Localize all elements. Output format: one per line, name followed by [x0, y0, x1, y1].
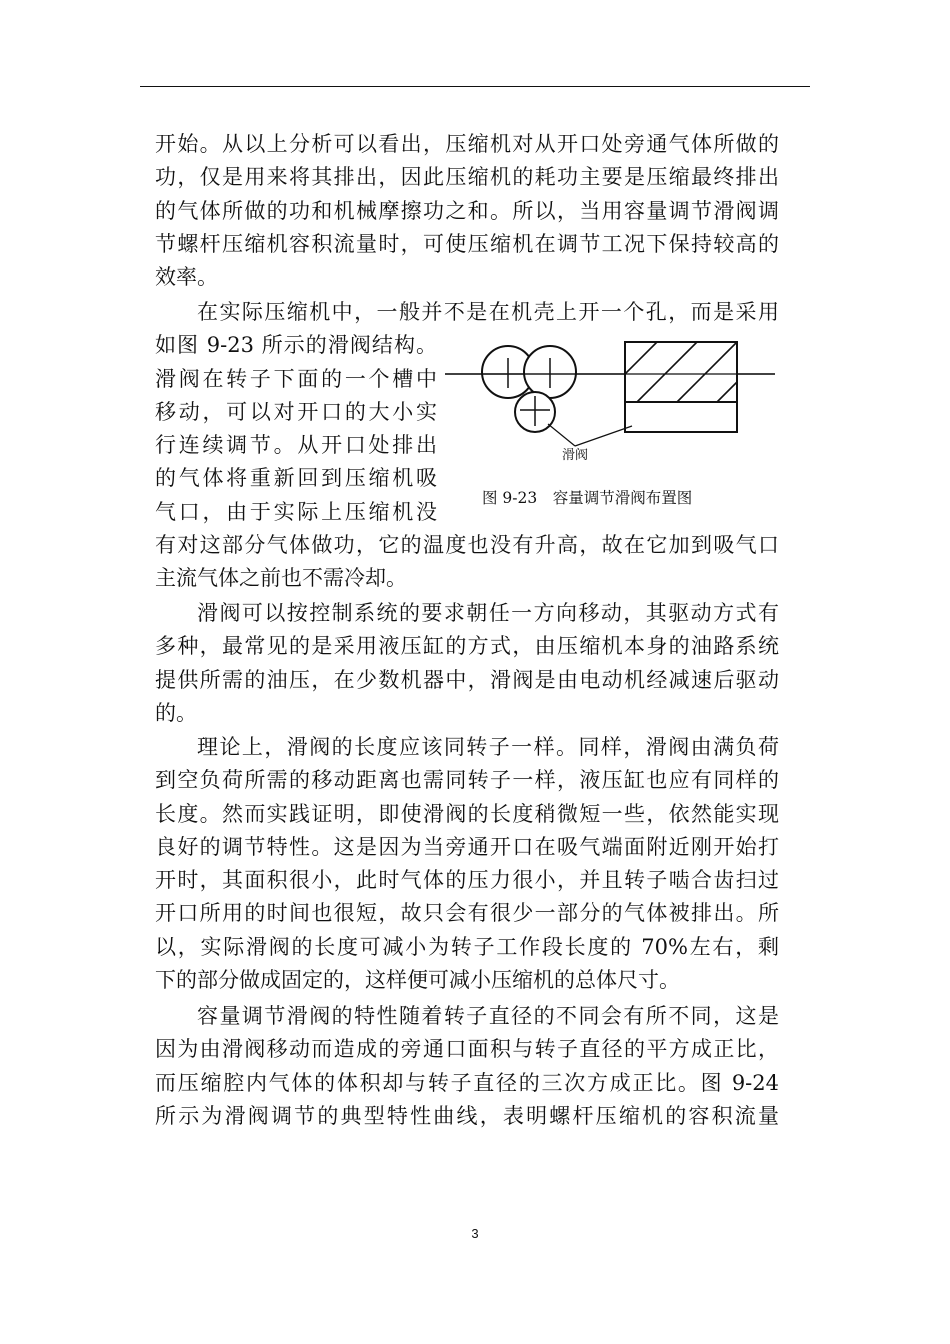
paragraph-2-wrapped-column	[155, 329, 437, 529]
text-line: 的气体将重新回到压缩机吸	[155, 466, 437, 491]
slide-valve-diagram	[440, 326, 785, 486]
text-line: 以，实际滑阀的长度可减小为转子工作段长度的 70%左右，剩	[155, 934, 779, 959]
text-line: 移动，可以对开口的大小实	[155, 399, 437, 424]
text-line: 节螺杆压缩机容积流量时，可使压缩机在调节工况下保持较高的	[155, 231, 779, 256]
text-line: 长度。然而实践证明，即使滑阀的长度稍微短一些，依然能实现	[155, 801, 779, 826]
page-number: 3	[471, 1226, 479, 1241]
text-line: 的。	[155, 700, 197, 725]
paragraph-5	[155, 1000, 779, 1133]
leader-line	[548, 424, 575, 446]
text-line: 提供所需的油压，在少数机器中，滑阀是由电动机经减速后驱动	[155, 667, 779, 692]
text-line: 开时，其面积很小，此时气体的压力很小，并且转子啮合齿扫过	[155, 868, 779, 893]
text-line: 有对这部分气体做功，它的温度也没有升高，故在它加到吸气口	[155, 533, 779, 558]
text-line: 容量调节滑阀的特性随着转子直径的不同会有所不同，这是	[197, 1004, 779, 1028]
text-line: 而压缩腔内气体的体积却与转子直径的三次方成正比。图 9-24	[155, 1070, 779, 1095]
text-line: 效率。	[155, 265, 218, 290]
text-line: 行连续调节。从开口处排出	[155, 433, 437, 458]
figure-caption: 图 9-23 容量调节滑阀布置图	[482, 489, 693, 507]
text-line: 滑阀在转子下面的一个槽中	[155, 366, 437, 391]
header-rule	[140, 86, 810, 87]
text-line: 功，仅是用来将其排出，因此压缩机的耗功主要是压缩最终排出	[155, 165, 779, 190]
text-line: 在实际压缩机中，一般并不是在机壳上开一个孔，而是采用	[197, 300, 779, 324]
text-line: 下的部分做成固定的，这样便可减小压缩机的总体尺寸。	[155, 968, 680, 993]
slide-valve-label: 滑阀	[562, 448, 589, 463]
text-line: 滑阀可以按控制系统的要求朝任一方向移动，其驱动方式有	[197, 601, 779, 625]
paragraph-3	[155, 597, 779, 730]
text-line: 主流气体之前也不需冷却。	[155, 566, 407, 591]
paragraph-1	[155, 128, 779, 294]
text-line: 因为由滑阀移动而造成的旁通口面积与转子直径的平方成正比，	[155, 1037, 779, 1062]
text-line: 良好的调节特性。这是因为当旁通开口在吸气端面附近刚开始打	[155, 834, 779, 859]
text-line: 气口，由于实际上压缩机没	[155, 499, 437, 524]
text-line: 如图 9-23 所示的滑阀结构。	[155, 333, 437, 358]
text-line: 多种，最常见的是采用液压缸的方式，由压缩机本身的油路系统	[155, 634, 779, 659]
leader-line	[575, 426, 632, 446]
text-line: 的气体所做的功和机械摩擦功之和。所以，当用容量调节滑阀调	[155, 198, 779, 223]
text-line: 所示为滑阀调节的典型特性曲线，表明螺杆压缩机的容积流量	[155, 1103, 779, 1128]
text-line: 开口所用的时间也很短，故只会有很少一部分的气体被排出。所	[155, 901, 779, 926]
paragraph-4	[155, 731, 779, 997]
figure-9-23	[440, 326, 785, 516]
text-line: 开始。从以上分析可以看出，压缩机对从开口处旁通气体所做的	[155, 132, 779, 156]
side-view-rect	[625, 342, 737, 432]
text-line: 理论上，滑阀的长度应该同转子一样。同样，滑阀由满负荷	[197, 735, 779, 759]
text-line: 到空负荷所需的移动距离也需同转子一样，液压缸也应有同样的	[155, 768, 779, 793]
